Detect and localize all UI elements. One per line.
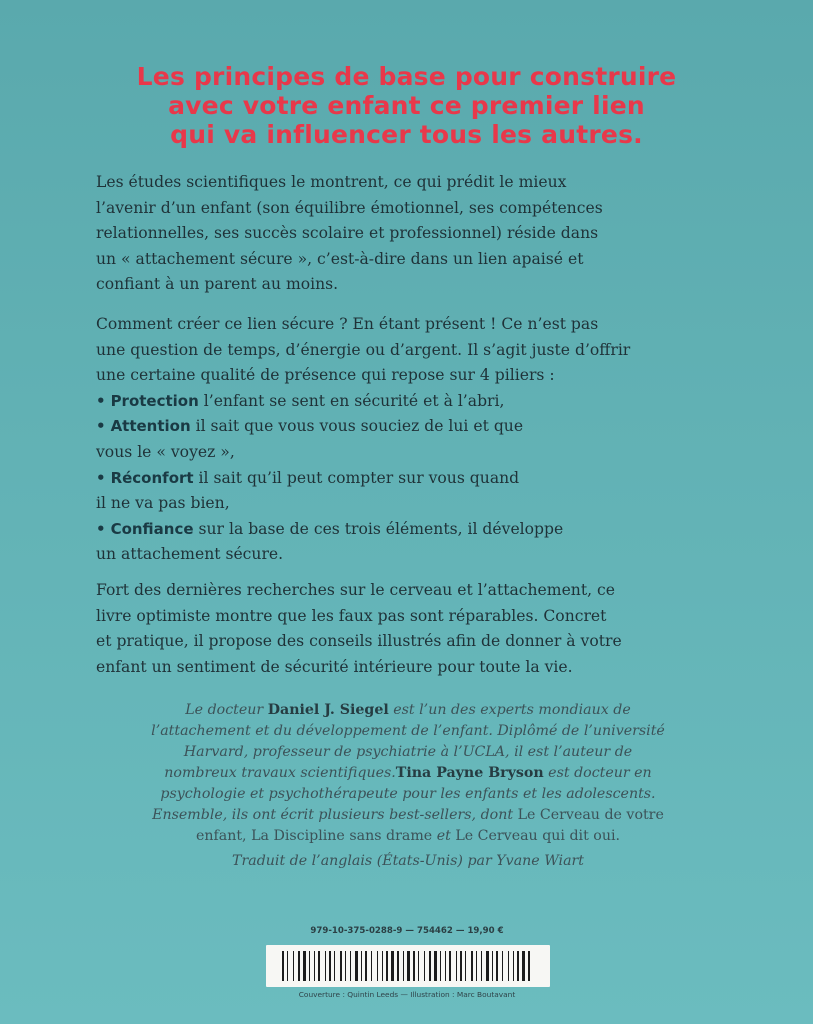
pillar-text-continued: vous le « voyez », (96, 442, 235, 461)
barcode-bar (413, 951, 415, 981)
barcode-bars (282, 951, 534, 981)
barcode-bar (325, 951, 326, 981)
text-line: Comment créer ce lien sécure ? En étant présent ! Ce n’est pas (96, 315, 599, 333)
bio-text: Le docteur (185, 702, 268, 718)
barcode-bar (397, 951, 399, 981)
barcode-bar (303, 951, 306, 981)
bullet: • (96, 519, 106, 538)
barcode-bar (371, 951, 372, 981)
barcode-bar (329, 951, 331, 981)
pillar-reconfort (96, 466, 706, 517)
barcode-bar (377, 951, 378, 981)
barcode-bar (282, 951, 284, 981)
barcode-bar (528, 951, 530, 981)
pillar-text: l’enfant se sent en sécurité et à l’abri, (198, 391, 505, 410)
barcode-bar (460, 951, 462, 981)
pillar-text-continued: il ne va pas bien, (96, 494, 230, 513)
bullet: • (96, 391, 106, 410)
barcode-bar (309, 951, 310, 981)
barcode-bar (365, 951, 367, 981)
bio-text: Ensemble, ils ont écrit plusieurs best-sellers, dont (152, 807, 518, 823)
barcode-bar (418, 951, 419, 981)
bio-text: l’attachement et du développement de l’enfant. Diplômé de l’université (151, 723, 665, 739)
barcode-bar (340, 951, 342, 981)
text-line: une certaine qualité de présence qui repose sur 4 piliers : (96, 366, 555, 385)
barcode-bar (293, 951, 294, 981)
bullet: • (96, 417, 106, 436)
barcode-bar (314, 951, 315, 981)
text-line: enfant un sentiment de sécurité intérieure pour toute la vie. (96, 657, 573, 676)
barcode-bar (481, 951, 482, 981)
barcode-bar (465, 951, 466, 981)
text-line: Les études scientifiques le montrent, ce qui prédit le mieux (96, 173, 567, 191)
pillar-keyword: Protection (110, 391, 199, 410)
bio-text: et (432, 828, 456, 844)
barcode-bar (298, 951, 300, 981)
barcode-bar (407, 951, 410, 981)
headline (60, 62, 753, 149)
pillar-text-continued: un attachement sécure. (96, 545, 284, 564)
barcode-bar (334, 951, 335, 981)
pillar-attention (96, 414, 706, 465)
barcode-bar (486, 951, 489, 981)
barcode-bar (496, 951, 498, 981)
headline-line-2: avec votre enfant ce premier lien (168, 91, 645, 120)
barcode-bar (440, 951, 441, 981)
author-name: Daniel J. Siegel (267, 702, 389, 718)
headline-line-3: qui va influencer tous les autres. (170, 120, 643, 149)
book-title: enfant, La Discipline sans drame (195, 828, 433, 844)
pillar-confiance (96, 517, 706, 568)
barcode-bar (434, 951, 437, 981)
text-line: relationnelles, ses succès scolaire et professionnel) réside dans (96, 224, 599, 243)
pillar-keyword: Réconfort (110, 468, 194, 487)
barcode-bar (508, 951, 509, 981)
bio-text: . (615, 828, 621, 844)
book-title: Le Cerveau de votre (517, 807, 664, 823)
paragraph-pillars (96, 312, 706, 568)
text-line: confiant à un parent au moins. (96, 275, 339, 294)
bio-text: psychologie et psychothérapeute pour les enfants et les adolescents. (160, 786, 656, 802)
isbn-price: 979-10-375-0288-9 — 754462 — 19,90 € (310, 926, 504, 936)
text-line: un « attachement sécure », c’est-à-dire dans un lien apaisé et (96, 249, 584, 268)
text-line: une question de temps, d’énergie ou d’argent. Il s’agit juste d’offrir (96, 340, 631, 359)
pillar-text: il sait qu’il peut compter sur vous quand (193, 468, 520, 487)
barcode-bar (502, 951, 503, 981)
barcode-bar (429, 951, 431, 981)
barcode-bar (517, 951, 519, 981)
pillar-text: sur la base de ces trois éléments, il développe (193, 519, 564, 538)
text-line: et pratique, il propose des conseils illustrés afin de donner à votre (96, 632, 622, 651)
barcode-bar (424, 951, 425, 981)
bullet: • (96, 468, 106, 487)
barcode-bar (492, 951, 493, 981)
barcode-bar (345, 951, 346, 981)
barcode-bar (350, 951, 351, 981)
barcode-bar (522, 951, 525, 981)
barcode-bar (355, 951, 358, 981)
barcode-bar (445, 951, 446, 981)
bio-text: nombreux travaux scientifiques. (164, 765, 396, 781)
bio-text: est docteur en (543, 765, 652, 781)
translator-credit: Traduit de l’anglais (États-Unis) par Yvane Wiart (231, 853, 585, 869)
paragraph-intro (96, 170, 706, 298)
author-bio (118, 700, 698, 847)
barcode-bar (471, 951, 473, 981)
barcode-bar (456, 951, 457, 981)
cover-credits: Couverture : Quintin Leeds — Illustration : Marc Boutavant (298, 990, 516, 999)
barcode-bar (403, 951, 404, 981)
pillar-keyword: Confiance (110, 519, 194, 538)
barcode-bar (287, 951, 288, 981)
text-line: l’avenir d’un enfant (son équilibre émotionnel, ses compétences (96, 198, 603, 217)
barcode-bar (361, 951, 362, 981)
barcode-bar (449, 951, 451, 981)
barcode-bar (476, 951, 477, 981)
book-title: Le Cerveau qui dit oui (455, 828, 616, 844)
pillar-protection (96, 389, 706, 415)
bio-text: est l’un des experts mondiaux de (388, 702, 631, 718)
paragraph-summary (96, 578, 706, 680)
barcode-bar (382, 951, 383, 981)
barcode-bar (318, 951, 320, 981)
text-line: livre optimiste montre que les faux pas sont réparables. Concret (96, 606, 607, 625)
barcode-bar (513, 951, 514, 981)
barcode-bar (391, 951, 394, 981)
text-line: Fort des dernières recherches sur le cerveau et l’attachement, ce (96, 581, 615, 599)
author-name: Tina Payne Bryson (395, 765, 544, 781)
bio-text: Harvard, professeur de psychiatrie à l’UCLA, il est l’auteur de (183, 744, 633, 760)
pillar-keyword: Attention (110, 417, 191, 436)
barcode (266, 945, 550, 987)
pillar-text: il sait que vous vous souciez de lui et que (190, 417, 524, 436)
headline-line-1: Les principes de base pour construire (136, 62, 677, 91)
barcode-bar (386, 951, 388, 981)
